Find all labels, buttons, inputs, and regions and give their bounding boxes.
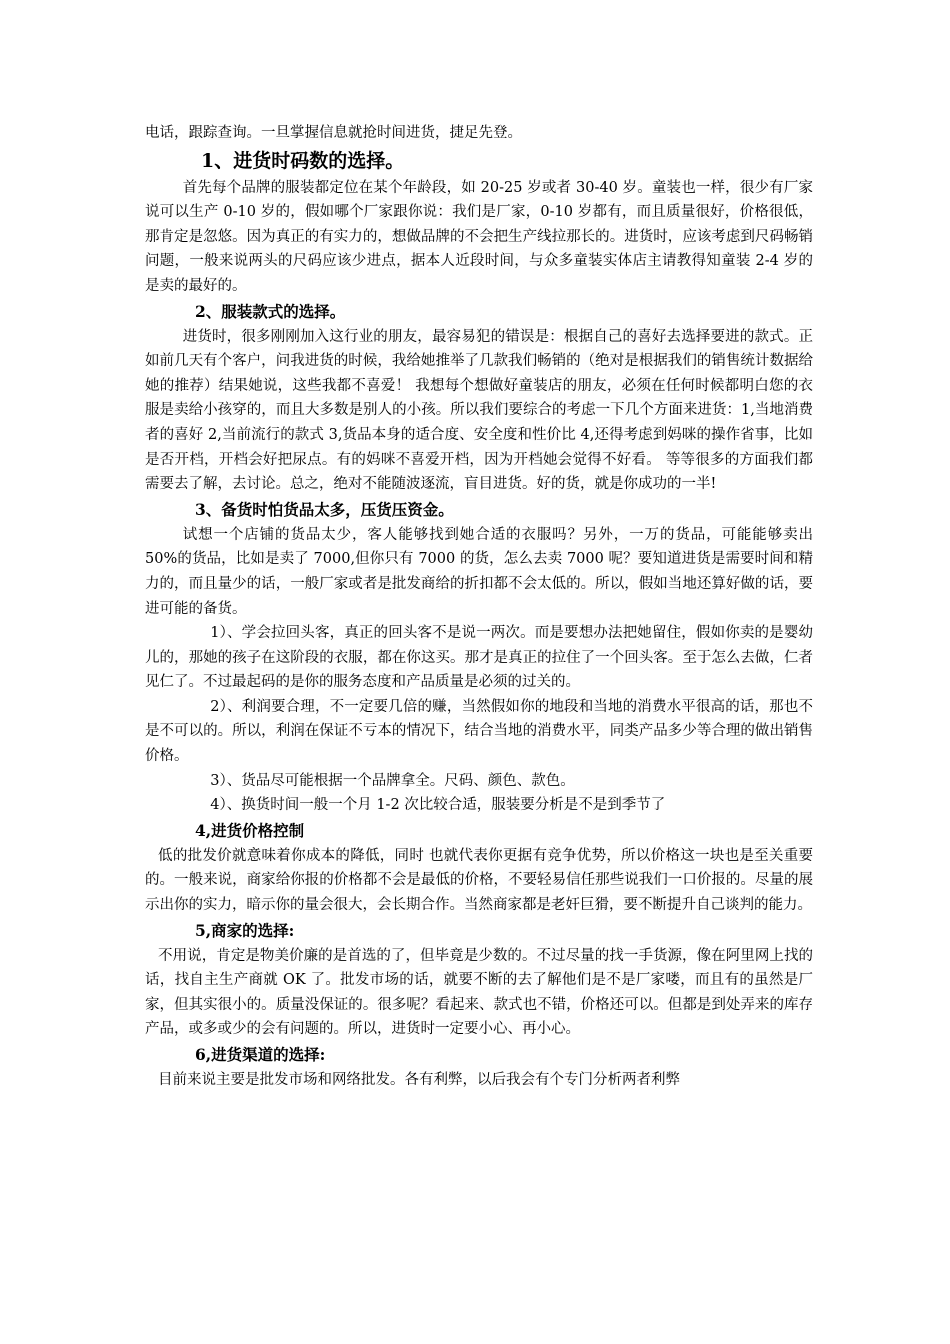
intro-paragraph: 电话，跟踪查询。一旦掌握信息就抢时间进货，捷足先登。 bbox=[145, 125, 522, 141]
section-4-heading: 4,进货价格控制 bbox=[195, 820, 305, 840]
section-3-item-1: 1）、学会拉回头客，真正的回头客不是说一两次。而是要想办法把她留住，假如你卖的是婴幼儿的，那她的孩子在这阶段的衣服，都在你这买。那才是真正的拉住了一个回头客。至于怎么去做，仁者见仁了。不过最起码的是你的服务态度和产品质量是必须的过关的。 bbox=[145, 625, 813, 691]
section-5-paragraph: 不用说，肯定是物美价廉的是首选的了，但毕竟是少数的。不过尽量的找一手货源，像在阿里网上找的话，找自主生产商就 OK 了。批发市场的话，就要不断的去了解他们是不是厂家喽，而且有的虽然是厂家，但其实很小的。质量没保证的。很多呢？看起来、款式也不错，价格还可以。但都是到处弄来的库存产品，或多或少的会有问题的。所以，进货时一定要小心、再小心。 bbox=[145, 947, 813, 1038]
section-6-heading: 6,进货渠道的选择: bbox=[195, 1045, 326, 1064]
section-3-heading: 3、备货时怕货品太多，压货压资金。 bbox=[195, 499, 454, 519]
section-3-item-4: 4）、换货时间一般一个月 1-2 次比较合适，服装要分析是不是到季节了 bbox=[210, 797, 666, 814]
section-1-heading: 1、进货时码数的选择。 bbox=[201, 149, 405, 172]
section-1-paragraph: 首先每个品牌的服装都定位在某个年龄段，如 20-25 岁或者 30-40 岁。童装也一样，很少有厂家说可以生产 0-10 岁的，假如哪个厂家跟你说：我们是厂家，0-10 岁都有，而且质量很好，价格很低，那肯定是忽悠。因为真正的有实力的，想做品牌的不会把生产线拉那长的。进货时，应该考虑到尺码畅销问题，一般来说两头的尺码应该少进点，据本人近段时间，与众多童装实体店主请教得知童装 2-4 岁的是卖的最好的。 bbox=[145, 179, 813, 294]
section-3-item-2: 2）、利润要合理，不一定要几倍的赚，当然假如你的地段和当地的消费水平很高的话，那也不是不可以的。所以，利润在保证不亏本的情况下，结合当地的消费水平，同类产品多少等合理的做出销售价格。 bbox=[145, 698, 813, 765]
document-page bbox=[145, 121, 813, 1093]
section-6-paragraph: 目前来说主要是批发市场和网络批发。各有利弊，以后我会有个专门分析两者利弊 bbox=[158, 1072, 681, 1088]
section-3-item-3: 3）、货品尽可能根据一个品牌拿全。尺码、颜色、款色。 bbox=[210, 772, 575, 789]
section-4-paragraph: 低的批发价就意味着你成本的降低，同时 也就代表你更据有竞争优势，所以价格这一块也是至关重要的。一般来说，商家给你报的价格都不会是最低的价格，不要轻易信任那些说我们一口价报的。尽量的展示出你的实力，暗示你的量会很大，会长期合作。当然商家都是老奸巨猾，要不断提升自己谈判的能力。 bbox=[145, 847, 813, 914]
section-2-paragraph: 进货时，很多刚刚加入这行业的朋友，最容易犯的错误是：根据自己的喜好去选择要进的款式。正如前几天有个客户，问我进货的时候，我给她推举了几款我们畅销的（绝对是根据我们的销售统计数据给她的推荐）结果她说，这些我都不喜爱！ 我想每个想做好童装店的朋友，必须在任何时候都明白您的衣服是卖给小孩穿的，而且大多数是别人的小孩。所以我们要综合的考虑一下几个方面来进货：1,当地消费者的喜好 2,当前流行的款式 3,货品本身的适合度、安全度和性价比 4,还得考虑到妈咪的操作省事，比如是否开档，开档会好把尿点。有的妈咪不喜爱开档，因为开档她会觉得不好看。 等等很多的方面我们都需要去了解，去讨论。总之，绝对不能随波逐流，盲目进货。好的货，就是你成功的一半! bbox=[145, 328, 813, 493]
section-5-heading: 5,商家的选择: bbox=[195, 920, 295, 940]
section-2-heading: 2、服装款式的选择。 bbox=[195, 301, 346, 321]
section-3-paragraph: 试想一个店铺的货品太少，客人能够找到她合适的衣服吗？另外，一万的货品，可能能够卖出 50%的货品，比如是卖了 7000,但你只有 7000 的货，怎么去卖 7000 呢？要知道进货是需要时间和精力的，而且量少的话，一般厂家或者是批发商给的折扣都不会太低的。所以，假如当地还算好做的话，要进可能的备货。 bbox=[145, 526, 813, 617]
